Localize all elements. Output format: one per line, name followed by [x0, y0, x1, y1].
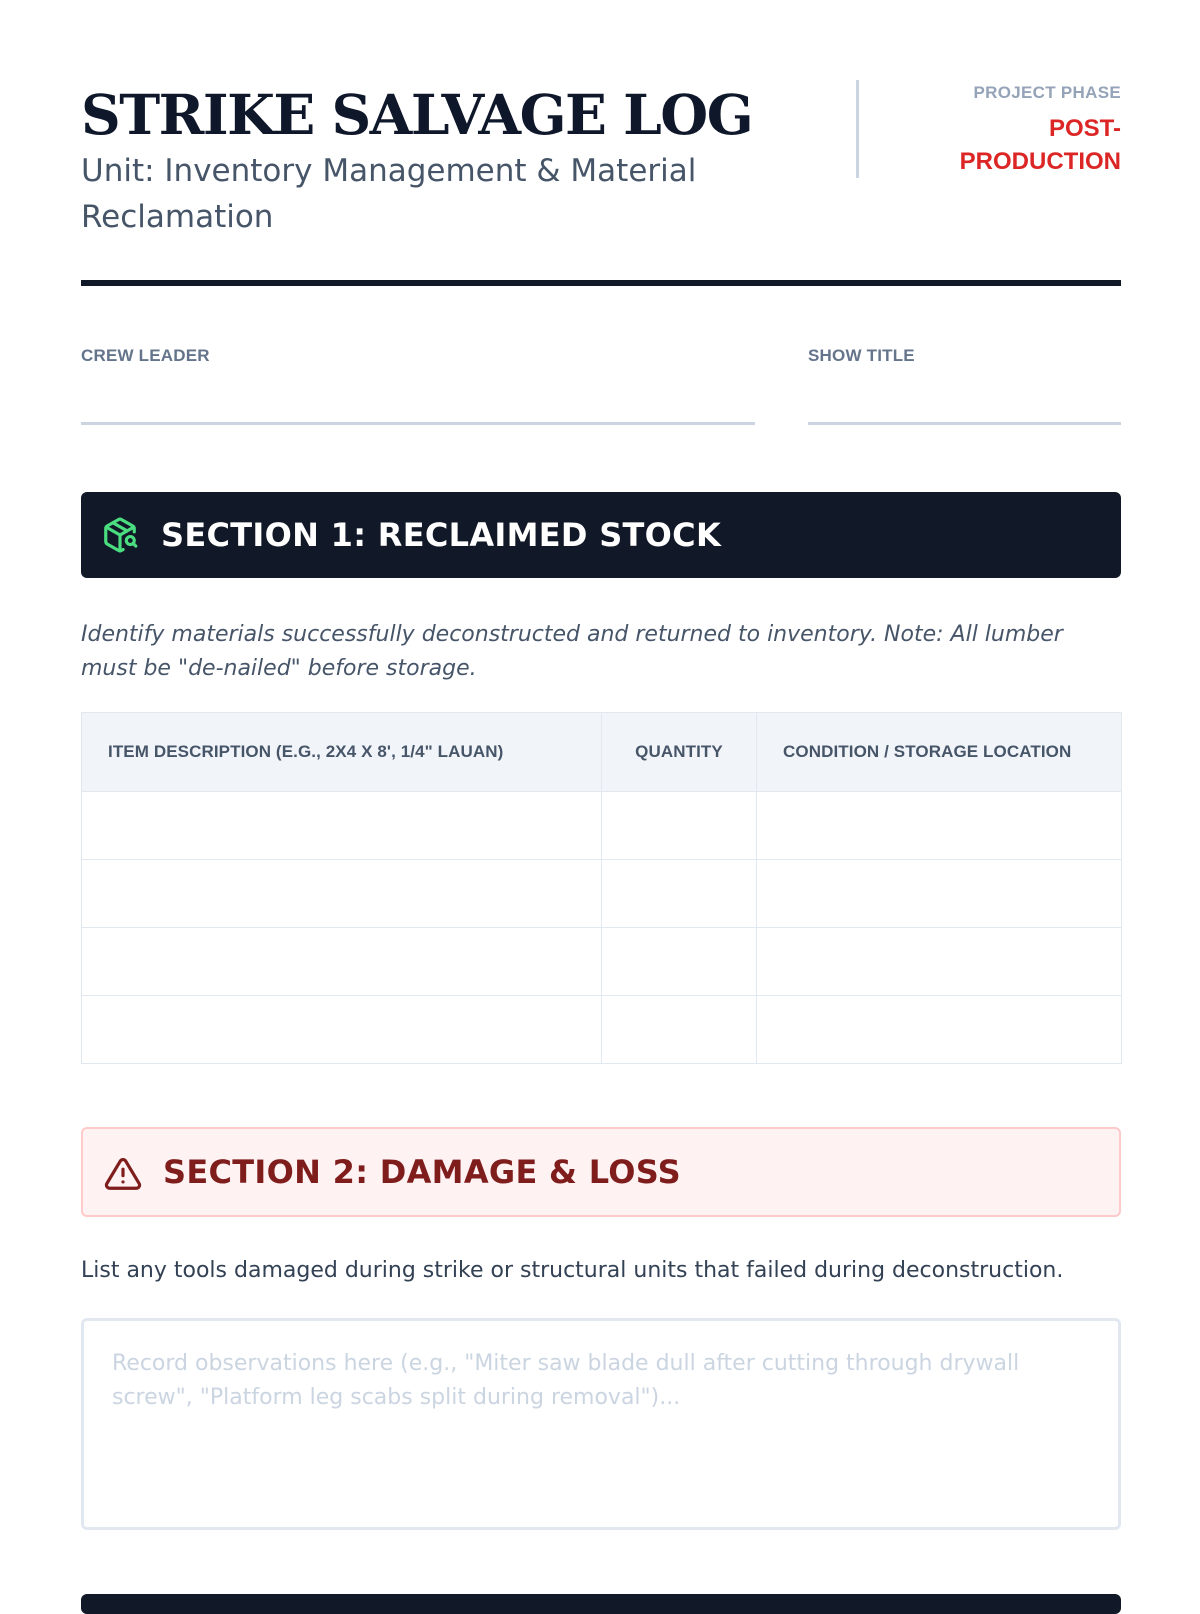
condition-location-cell[interactable] — [757, 928, 1122, 996]
item-description-cell[interactable] — [82, 928, 602, 996]
quantity-cell[interactable] — [602, 996, 757, 1064]
next-section-header — [81, 1594, 1121, 1614]
section-1-note: Identify materials successfully deconstructed and returned to inventory. Note: All lumber must be "de-nailed" before storage. — [81, 622, 1063, 681]
observations-textarea[interactable] — [81, 1318, 1121, 1530]
table-row — [82, 860, 1122, 928]
page-header — [81, 0, 1121, 286]
table-row — [82, 928, 1122, 996]
quantity-cell[interactable] — [602, 928, 757, 996]
package-search-icon — [101, 516, 139, 554]
header-divider — [856, 80, 859, 178]
salvage-log-form — [81, 0, 1121, 1283]
item-description-cell[interactable] — [82, 792, 602, 860]
show-title-field[interactable] — [808, 422, 1121, 425]
column-header-item-description: ITEM DESCRIPTION (E.G., 2X4 X 8', 1/4" LAUAN) — [82, 713, 602, 792]
table-row — [82, 996, 1122, 1064]
section-2-header — [81, 1127, 1121, 1217]
section-1-title: SECTION 1: RECLAIMED STOCK — [161, 516, 722, 554]
table-header-row — [82, 713, 1122, 792]
section-2-instructions: List any tools damaged during strike or structural units that failed during deconstruction. — [81, 1258, 1064, 1283]
page-subtitle: Unit: Inventory Management & Material Reclamation — [81, 153, 697, 235]
column-header-condition-location: CONDITION / STORAGE LOCATION — [757, 713, 1122, 792]
project-phase-value: POST-PRODUCTION — [959, 115, 1121, 175]
warning-triangle-icon — [103, 1155, 143, 1193]
section-1-header — [81, 492, 1121, 578]
section-2-title: SECTION 2: DAMAGE & LOSS — [163, 1153, 682, 1191]
project-phase-label: PROJECT PHASE — [973, 83, 1121, 102]
table-row — [82, 792, 1122, 860]
page-title: STRIKE SALVAGE LOG — [81, 82, 753, 147]
item-description-cell[interactable] — [82, 860, 602, 928]
crew-info-fields — [81, 286, 1121, 426]
reclaimed-stock-table — [81, 712, 1122, 1064]
quantity-cell[interactable] — [602, 792, 757, 860]
crew-leader-label: CREW LEADER — [81, 346, 210, 365]
item-description-cell[interactable] — [82, 996, 602, 1064]
column-header-quantity: QUANTITY — [602, 713, 757, 792]
condition-location-cell[interactable] — [757, 792, 1122, 860]
show-title-label: SHOW TITLE — [808, 346, 915, 365]
condition-location-cell[interactable] — [757, 860, 1122, 928]
condition-location-cell[interactable] — [757, 996, 1122, 1064]
crew-leader-field[interactable] — [81, 422, 755, 425]
quantity-cell[interactable] — [602, 860, 757, 928]
